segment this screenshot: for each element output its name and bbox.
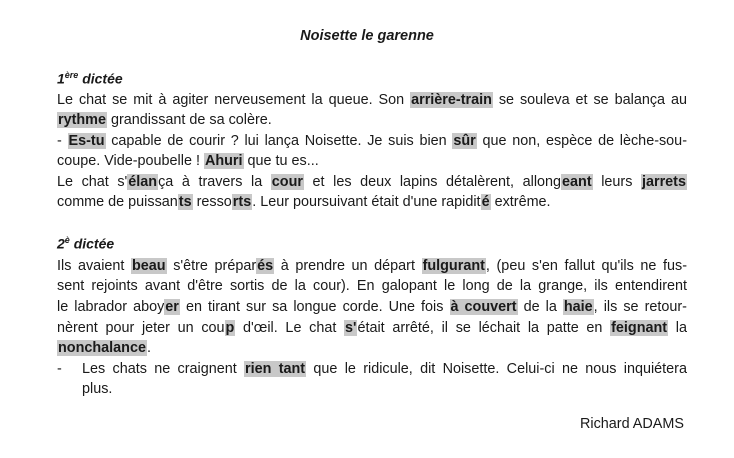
highlighted-word: à couvert <box>450 299 517 315</box>
author-name: Richard ADAMS <box>580 416 684 432</box>
highlighted-word: rts <box>232 194 252 210</box>
highlighted-word: feignant <box>611 320 668 336</box>
bullet-dash: - <box>57 361 62 377</box>
highlighted-word: s' <box>345 320 357 336</box>
paragraph-line: nonchalance. <box>58 340 151 356</box>
heading-dictee-2 <box>57 235 114 252</box>
paragraph-line: Le chat s'élança à travers la cour et les deux lapins détalèrent, allongeant leurs jarrets <box>57 174 686 190</box>
highlighted-word: er <box>165 299 179 315</box>
highlighted-word: cour <box>271 174 303 190</box>
highlighted-word: rythme <box>58 112 106 128</box>
paragraph-line: Le chat se mit à agiter nerveusement la queue. Son arrière-train se souleva et se balança au <box>57 92 687 108</box>
highlighted-word: és <box>257 258 274 274</box>
highlighted-word: rien tant <box>245 361 306 377</box>
paragraph-line: comme de puissants ressorts. Leur poursuivant était d'une rapidité extrême. <box>57 194 551 210</box>
paragraph-line: rythme grandissant de sa colère. <box>58 112 272 128</box>
heading-superscript: è <box>64 235 70 245</box>
heading-dictee-1 <box>57 70 123 87</box>
paragraph-line: coupe. Vide-poubelle ! Ahuri que tu es... <box>57 153 319 169</box>
highlighted-word: p <box>225 320 235 336</box>
paragraph-line: sent rejoints avant d'être sortis de la cour). En galopant le long de la grange, ils entendirent <box>57 278 687 294</box>
highlighted-word: arrière-train <box>411 92 492 108</box>
highlighted-word: eant <box>562 174 592 190</box>
highlighted-word: nonchalance <box>58 340 146 356</box>
paragraph-line: nèrent pour jeter un coup d'œil. Le chat s'était arrêté, il se léchait la patte en feignant la <box>57 320 687 336</box>
highlighted-word: sûr <box>453 133 476 149</box>
highlighted-word: haie <box>563 299 593 315</box>
highlighted-word: élan <box>128 174 158 190</box>
highlighted-word: jarrets <box>641 174 686 190</box>
document-title: Noisette le garenne <box>300 28 434 44</box>
heading-number: 2 <box>57 235 65 252</box>
paragraph-line: le labrador aboyer en tirant sur sa longue corde. Une fois à couvert de la haie, ils se retour- <box>57 299 687 315</box>
highlighted-word: fulgurant <box>422 258 485 274</box>
highlighted-word: ts <box>178 194 192 210</box>
highlighted-word: beau <box>132 258 166 274</box>
paragraph-line: Ils avaient beau s'être préparés à prendre un départ fulgurant, (peu s'en fallut qu'ils ne fus- <box>57 258 687 274</box>
heading-number: 1 <box>57 70 65 87</box>
paragraph-line: - Es-tu capable de courir ? lui lança Noisette. Je suis bien sûr que non, espèce de lèche-sou- <box>57 133 687 149</box>
highlighted-word: Es-tu <box>68 133 105 149</box>
heading-superscript: ère <box>64 70 79 80</box>
heading-label: dictée <box>78 70 123 87</box>
highlighted-word: é <box>481 194 490 210</box>
highlighted-word: Ahuri <box>204 153 243 169</box>
heading-label: dictée <box>69 235 115 252</box>
bullet-line: plus. <box>82 381 113 397</box>
bullet-line: Les chats ne craignent rien tant que le ridicule, dit Noisette. Celui-ci ne nous inquiétera <box>82 361 687 377</box>
